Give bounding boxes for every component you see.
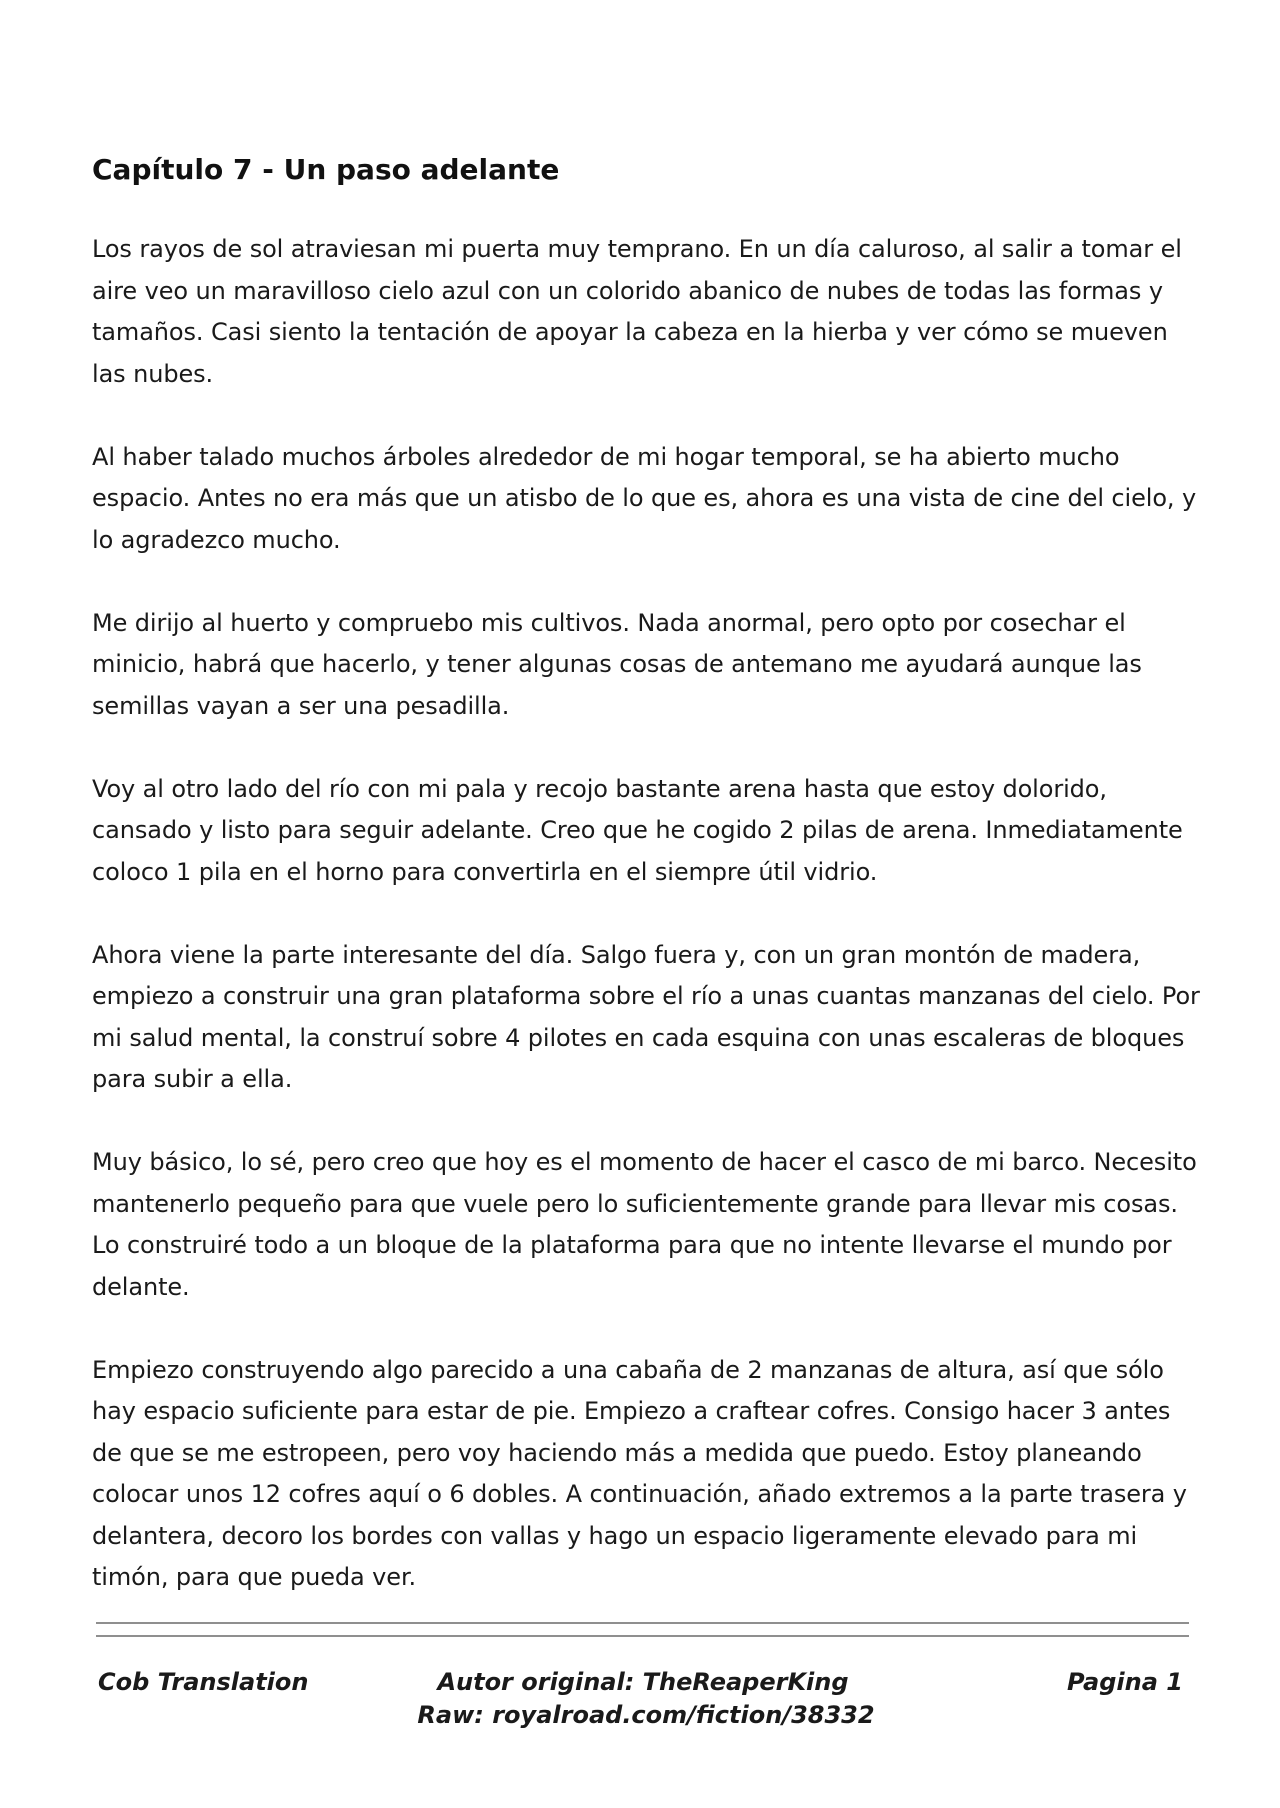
footer-author: Autor original: TheReaperKing: [437, 1668, 849, 1696]
footer-divider-bottom: [96, 1635, 1189, 1637]
footer-divider-top: [96, 1622, 1189, 1624]
paragraph-6: Muy básico, lo sé, pero creo que hoy es el momento de hacer el casco de mi barco. Necesito mantenerlo pequeño para que vuele pero lo suficientemente grande para llevar mis cosas. Lo construiré todo a un bloque de la plataforma para que no intente llevarse el mundo por delante.: [92, 1148, 1197, 1301]
footer-raw-source: Raw: royalroad.com/fiction/38332: [417, 1701, 875, 1729]
paragraph-5: Ahora viene la parte interesante del día. Salgo fuera y, con un gran montón de madera, empiezo a construir una gran plataforma sobre el río a unas cuantas manzanas del cielo. Por mi salud mental, la construí sobre 4 pilotes en cada esquina con unas escaleras de bloques para subir a ella.: [92, 940, 1200, 1093]
document-body: [92, 152, 1202, 1640]
paragraph-3: Me dirijo al huerto y compruebo mis cultivos. Nada anormal, pero opto por cosechar el minicio, habrá que hacerlo, y tener algunas cosas de antemano me ayudará aunque las semillas vayan a ser una pesadilla.: [92, 608, 1142, 720]
chapter-title: Capítulo 7 - Un paso adelante: [92, 153, 560, 186]
paragraph-4: Voy al otro lado del río con mi pala y recojo bastante arena hasta que estoy dolorido, cansado y listo para seguir adelante. Creo que he cogido 2 pilas de arena. Inmediatamente coloco 1 pila en el horno para convertirla en el siempre útil vidrio.: [92, 774, 1183, 886]
paragraph-7: Empiezo construyendo algo parecido a una cabaña de 2 manzanas de altura, así que sólo hay espacio suficiente para estar de pie. Empiezo a craftear cofres. Consigo hacer 3 antes de que se me estropeen, pero voy haciendo más a medida que puedo. Estoy planeando colocar unos 12 cofres aquí o 6 dobles. A continuación, añado extremos a la parte trasera y delantera, decoro los bordes con vallas y hago un espacio ligeramente elevado para mi timón, para que pueda ver.: [92, 1355, 1187, 1591]
paragraph-2: Al haber talado muchos árboles alrededor de mi hogar temporal, se ha abierto mucho espacio. Antes no era más que un atisbo de lo que es, ahora es una vista de cine del cielo, y lo agradezco mucho.: [92, 442, 1197, 554]
footer-page-number: Pagina 1: [1067, 1668, 1183, 1696]
footer-translator: Cob Translation: [98, 1668, 309, 1696]
paragraph-1: Los rayos de sol atraviesan mi puerta muy temprano. En un día caluroso, al salir a tomar el aire veo un maravilloso cielo azul con un colorido abanico de nubes de todas las formas y tamaños. Casi siento la tentación de apoyar la cabeza en la hierba y ver cómo se mueven las nubes.: [92, 235, 1182, 388]
